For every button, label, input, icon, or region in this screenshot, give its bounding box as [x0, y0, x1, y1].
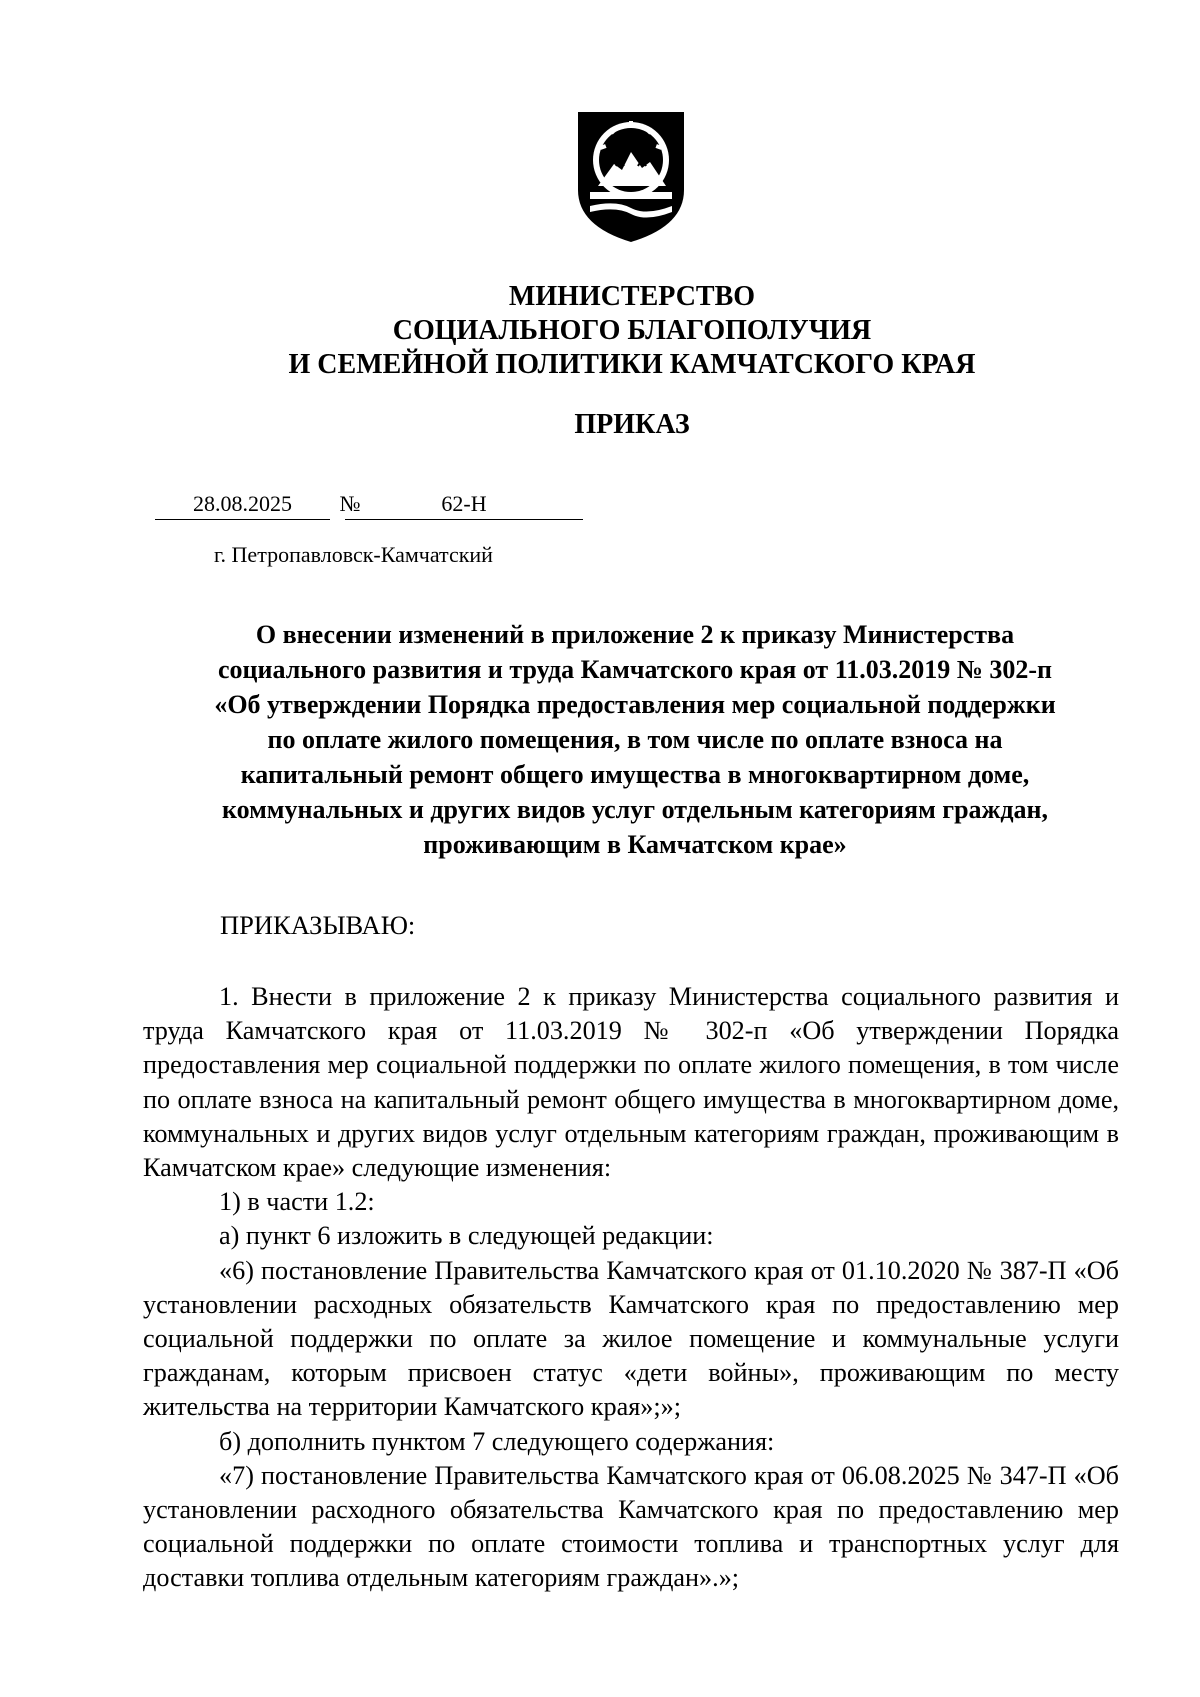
subject-line-2: социального развития и труда Камчатского края от 11.03.2019 № 302-п — [217, 655, 1053, 684]
order-body — [143, 980, 1119, 1596]
subject-line-1: О внесении изменений в приложение 2 к приказу Министерства — [255, 620, 1015, 649]
subject-line-4: по оплате жилого помещения, в том числе по оплате взноса на — [267, 725, 1003, 754]
ministry-line-3: И СЕМЕЙНОЙ ПОЛИТИКИ КАМЧАТСКОГО КРАЯ — [288, 349, 976, 380]
subitem-1b-paragraph: б) дополнить пунктом 7 следующего содержания: — [219, 1426, 775, 1456]
subject-line-5: капитальный ремонт общего имущества в многоквартирном доме, — [240, 760, 1030, 789]
document-type-title: ПРИКАЗ — [574, 409, 690, 440]
order-number: 62-Н — [345, 489, 583, 520]
point-7-paragraph: «7) постановление Правительства Камчатского края от 06.08.2025 № 347-П «Об установлении расходного обязательства Камчатского края по предоставлению мер социальной поддержки по оплате стоимости топлива и транспортных услуг для доставки топлива отдельным категориям граждан».»; — [143, 1460, 1119, 1593]
city-name: г. Петропавловск-Камчатский — [214, 542, 493, 567]
number-sign: № — [339, 491, 361, 516]
ministry-line-1: МИНИСТЕРСТВО — [508, 281, 756, 312]
subitem-1-paragraph: 1) в части 1.2: — [219, 1187, 375, 1217]
item-1-paragraph: 1. Внести в приложение 2 к приказу Министерства социального развития и труда Камчатского края от 11.03.2019 № 302-п «Об утверждении Порядка предоставления мер социальной поддержки по оплате жилого помещения, в том числе по оплате взноса на капитальный ремонт общего имущества в многоквартирном доме, коммунальных и других видов услуг отдельным категориям граждан, проживающим в Камчатском крае» следующие изменения: — [143, 982, 1119, 1183]
coat-of-arms-emblem — [576, 108, 686, 244]
order-date: 28.08.2025 — [155, 489, 330, 520]
ministry-name — [0, 280, 1200, 382]
point-6-paragraph: «6) постановление Правительства Камчатского края от 01.10.2020 № 387-П «Об установлении расходных обязательств Камчатского края по предоставлению мер социальной поддержки по оплате за жилое помещение и коммунальные услуги гражданам, которым присвоен статус «дети войны», проживающим по месту жительства на территории Камчатского края»;»; — [143, 1255, 1119, 1422]
subject-line-3: «Об утверждении Порядка предоставления мер социальной поддержки — [214, 690, 1056, 719]
subject-line-7: проживающим в Камчатском крае» — [423, 830, 847, 859]
subject-line-6: коммунальных и других видов услуг отдельным категориям граждан, — [221, 795, 1049, 824]
order-subject — [150, 617, 1120, 862]
order-word: ПРИКАЗЫВАЮ: — [220, 910, 416, 940]
ministry-line-2: СОЦИАЛЬНОГО БЛАГОПОЛУЧИЯ — [392, 315, 872, 346]
subitem-1a-paragraph: а) пункт 6 изложить в следующей редакции: — [219, 1221, 714, 1251]
